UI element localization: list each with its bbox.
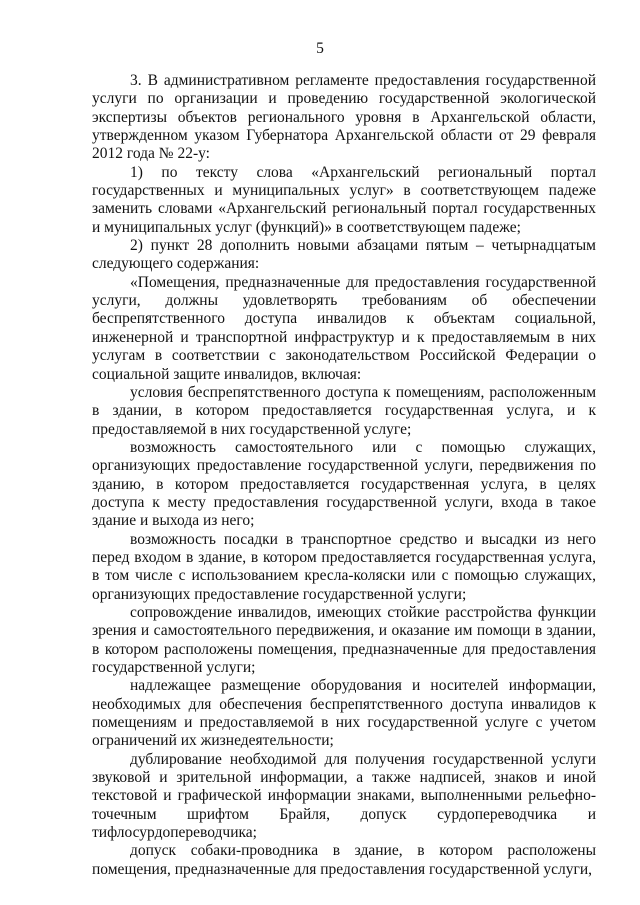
list-item: условия беспрепятственного доступа к помещениям, расположенным в здании, в котором предоставляется государственная услуга, и к предоставляемой в них государственной услуге; xyxy=(92,383,596,438)
list-item: возможность посадки в транспортное средство и высадки из него перед входом в здание, в котором предоставляется государственная услуга, в том числе с использованием кресла-коляски или с помощью служащих, организующих предоставление государственной услуги; xyxy=(92,530,596,603)
paragraph-item-3: 3. В административном регламенте предоставления государственной услуги по организации и проведению государственной экологической экспертизы объектов регионального уровня в Архангельской области, утвержденном указом Губернатора Архангельской области от 29 февраля 2012 года № 22-у: xyxy=(92,72,596,163)
list-item: допуск собаки-проводника в здание, в котором расположены помещения, предназначенные для предоставления государственной услуги, xyxy=(92,842,596,878)
quoted-paragraph: «Помещения, предназначенные для предоставления государственной услуги, должны удовлетворять требованиям об обеспечении беспрепятственного доступа инвалидов к объектам социальной, инженерной и транспортной инфраструктур и к предоставляемым в них услугам в соответствии с законодательством Российской Федерации о социальной защите инвалидов, включая: xyxy=(92,273,596,383)
list-item: надлежащее размещение оборудования и носителей информации, необходимых для обеспечения беспрепятственного доступа инвалидов к помещениям и предоставляемой в них государственной услуге с учетом ограничений их жизнедеятельности; xyxy=(92,677,596,750)
subparagraph-2: 2) пункт 28 дополнить новыми абзацами пятым – четырнадцатым следующего содержания: xyxy=(92,237,596,273)
subparagraph-1: 1) по тексту слова «Архангельский региональный портал государственных и муниципальных услуг» в соответствующем падеже заменить словами «Архангельский региональный портал государственных и муниципальных услуг (функций)» в соответствующем падеже; xyxy=(92,163,596,236)
list-item: возможность самостоятельного или с помощью служащих, организующих предоставление государственной услуги, передвижения по зданию, в котором предоставляется государственная услуга, в целях доступа к месту предоставления государственной услуги, входа в такое здание и выхода из него; xyxy=(92,438,596,530)
document-body xyxy=(92,72,596,879)
page-number: 5 xyxy=(316,40,324,57)
list-item: сопровождение инвалидов, имеющих стойкие расстройства функции зрения и самостоятельного передвижения, и оказание им помощи в здании, в котором расположены помещения, предназначенные для предоставления государственной услуги; xyxy=(92,603,596,676)
list-item: дублирование необходимой для получения государственной услуги звуковой и зрительной информации, а также надписей, знаков и иной текстовой и графической информации знаками, выполненными рельефно-точечным шрифтом Брайля, допуск сурдопереводчика и тифлосурдопереводчика; xyxy=(92,750,596,842)
